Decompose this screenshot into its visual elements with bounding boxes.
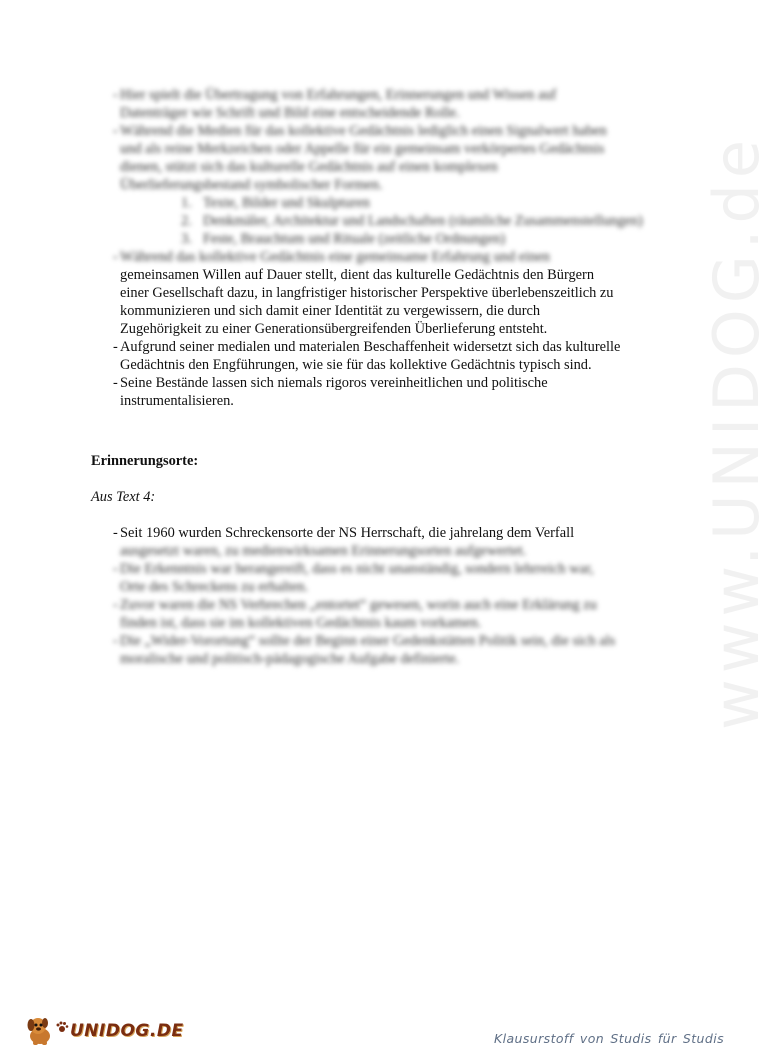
line-blurred: ausgesetzt waren, zu medienwirksamen Erinnerungsorten aufgewertet.	[120, 543, 527, 559]
line: Während die Medien für das kollektive Gedächtnis lediglich einen Signalwert haben	[120, 123, 607, 139]
list-item-blurred-1	[91, 86, 671, 122]
numbered-item: 1. Texte, Bilder und Skulpturen	[181, 195, 370, 211]
list-item-holdings	[91, 374, 671, 410]
unidog-logo	[24, 1016, 184, 1046]
erinnerungsorte-list	[91, 524, 671, 668]
bullet-dash: -	[113, 633, 118, 649]
dog-mascot-icon	[24, 1016, 56, 1046]
list-item-blurred-2	[91, 122, 671, 194]
bullet-dash: -	[113, 597, 118, 613]
bullet-dash: -	[113, 561, 118, 577]
line: Zugehörigkeit zu einer Generationsübergreifenden Überlieferung entsteht.	[120, 321, 548, 337]
list-item-cultural-memory	[91, 248, 671, 338]
bullet-dash: -	[113, 123, 118, 139]
list-item-1960	[91, 524, 671, 560]
line: Die „Wider-Vorortung“ sollte der Beginn einer Gedenkstätten Politik sein, die sich als	[120, 633, 616, 649]
numbered-list	[91, 194, 671, 248]
line: Überlieferungsbestand symbolischer Formen.	[120, 177, 383, 193]
line: Datenträger wie Schrift und Bild eine entscheidende Rolle.	[120, 105, 460, 121]
bullet-dash: -	[113, 525, 118, 541]
line: kommunizieren und sich damit einer Identität zu vergewissern, die durch	[120, 303, 541, 319]
footer-tagline: Klausurstoff von Studis für Studis	[494, 1031, 724, 1046]
list-item-blurred	[91, 632, 671, 668]
line: instrumentalisieren.	[120, 393, 234, 409]
watermark-text: www.UNIDOG.de	[700, 134, 773, 730]
line: Orte des Schreckens zu erhalten.	[120, 579, 309, 595]
list-item-media	[91, 338, 671, 374]
line: gemeinsamen Willen auf Dauer stellt, dient das kulturelle Gedächtnis den Bürgern	[120, 267, 595, 283]
line: Seit 1960 wurden Schreckensorte der NS Herrschaft, die jahrelang dem Verfall	[120, 525, 575, 541]
list-item-blurred	[91, 596, 671, 632]
list-item-blurred	[91, 560, 671, 596]
line: Die Erkenntnis war herangereift, dass es nicht unanständig, sondern lehrreich war,	[120, 561, 594, 577]
document-content	[91, 86, 671, 668]
line: einer Gesellschaft dazu, in langfristiger historischer Perspektive überlebenszeitlich zu	[120, 285, 614, 301]
numbered-item: 3. Feste, Brauchtum und Rituale (zeitliche Ordnungen)	[181, 231, 506, 247]
line: Zuvor waren die NS Verbrechen „entortet“ gewesen, worin auch eine Erklärung zu	[120, 597, 597, 613]
bullet-dash: -	[113, 375, 118, 391]
line: dienen, stützt sich das kulturelle Gedächtnis auf einen komplexen	[120, 159, 498, 175]
section-heading: Erinnerungsorte:	[91, 453, 199, 469]
bullet-dash: -	[113, 339, 118, 355]
bullet-dash: -	[113, 249, 118, 265]
line: Hier spielt die Übertragung von Erfahrungen, Erinnerungen und Wissen auf	[120, 87, 557, 103]
numbered-item: 2. Denkmäler, Architektur und Landschaften (räumliche Zusammenstellungen)	[181, 213, 643, 229]
line-blurred: Während das kollektive Gedächtnis eine gemeinsame Erfahrung und einen	[120, 249, 550, 265]
section-subheading: Aus Text 4:	[91, 489, 156, 505]
line: und als reine Merkzeichen oder Appelle für ein gemeinsam verkörpertes Gedächtnis	[120, 141, 605, 157]
logo-text: UNIDOG.DE	[70, 1021, 184, 1041]
bullet-dash: -	[113, 87, 118, 103]
line: Gedächtnis den Engführungen, wie sie für das kollektive Gedächtnis typisch sind.	[120, 357, 592, 373]
line: Seine Bestände lassen sich niemals rigoros vereinheitlichen und politische	[120, 375, 548, 391]
line: moralische und politisch-pädagogische Aufgabe definierte.	[120, 651, 460, 667]
paw-icon	[56, 1021, 68, 1033]
line: finden ist, dass sie im kollektiven Gedächtnis kaum vorkamen.	[120, 615, 482, 631]
line: Aufgrund seiner medialen und materialen Beschaffenheit widersetzt sich das kulturelle	[120, 339, 621, 355]
